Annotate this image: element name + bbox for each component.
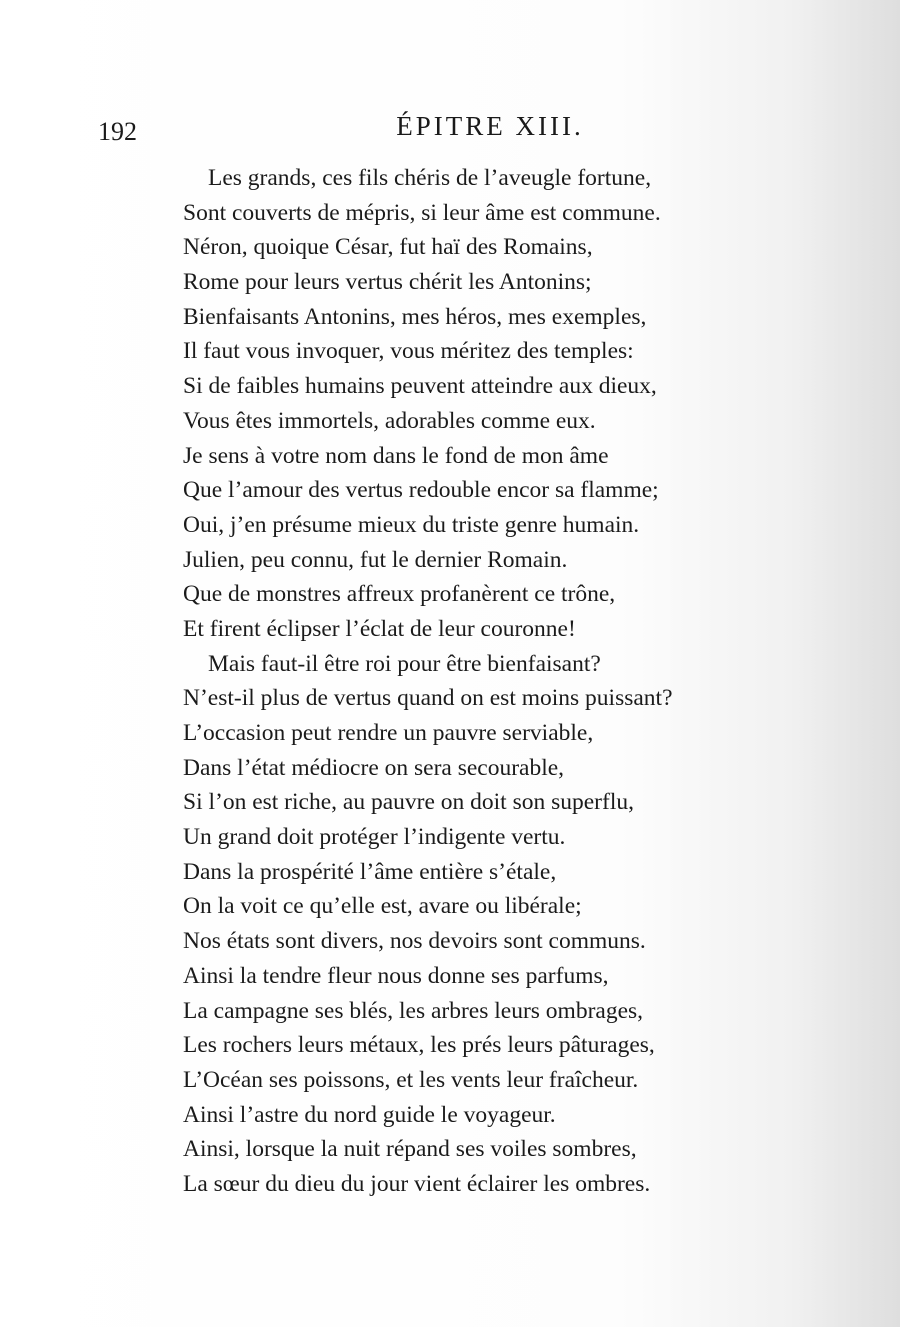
verse-line: La campagne ses blés, les arbres leurs ombrages, — [183, 997, 644, 1024]
verse-line: Un grand doit protéger l’indigente vertu. — [183, 824, 566, 851]
verse-line: Ainsi, lorsque la nuit répand ses voiles sombres, — [183, 1136, 637, 1163]
verse-line: Les rochers leurs métaux, les prés leurs pâturages, — [183, 1032, 655, 1059]
verse-line: Julien, peu connu, fut le dernier Romain. — [183, 546, 568, 573]
verse-line: N’est-il plus de vertus quand on est moins puissant? — [183, 685, 673, 712]
verse-line: Néron, quoique César, fut haï des Romains, — [183, 234, 593, 261]
verse-line: Que de monstres affreux profanèrent ce trône, — [183, 581, 616, 608]
verse-line: Si l’on est riche, au pauvre on doit son superflu, — [183, 789, 634, 816]
verse-line: Oui, j’en présume mieux du triste genre humain. — [183, 511, 640, 538]
verse-line: Sont couverts de mépris, si leur âme est commune. — [183, 199, 661, 226]
verse-line: Mais faut-il être roi pour être bienfaisant? — [208, 650, 601, 677]
running-head: ÉPITRE XIII. — [396, 111, 584, 141]
verse-line: Que l’amour des vertus redouble encor sa flamme; — [183, 477, 659, 504]
verse-line: Ainsi l’astre du nord guide le voyageur. — [183, 1101, 556, 1128]
verse-line: Rome pour leurs vertus chérit les Antonins; — [183, 269, 592, 296]
verse-line: Il faut vous invoquer, vous méritez des temples: — [183, 338, 634, 365]
verse-line: L’Océan ses poissons, et les vents leur fraîcheur. — [183, 1066, 639, 1093]
verse-line: Si de faibles humains peuvent atteindre aux dieux, — [183, 373, 657, 400]
verse-line: Vous êtes immortels, adorables comme eux. — [183, 407, 596, 434]
verse-line: Ainsi la tendre fleur nous donne ses parfums, — [183, 962, 609, 989]
verse-line: Bienfaisants Antonins, mes héros, mes exemples, — [183, 303, 647, 330]
verse-line: La sœur du dieu du jour vient éclairer les ombres. — [183, 1170, 651, 1197]
verse-line: On la voit ce qu’elle est, avare ou libérale; — [183, 893, 582, 920]
poem-body — [183, 161, 803, 1202]
verse-line: Je sens à votre nom dans le fond de mon âme — [183, 442, 609, 469]
verse-line: Dans la prospérité l’âme entière s’étale, — [183, 858, 557, 885]
verse-line: Nos états sont divers, nos devoirs sont communs. — [183, 928, 646, 955]
verse-line: Dans l’état médiocre on sera secourable, — [183, 754, 565, 781]
verse-line: Et firent éclipser l’éclat de leur couronne! — [183, 615, 576, 642]
verse-line: Les grands, ces fils chéris de l’aveugle fortune, — [208, 165, 652, 191]
page-number: 192 — [98, 117, 137, 146]
verse-line: L’occasion peut rendre un pauvre serviable, — [183, 720, 594, 746]
